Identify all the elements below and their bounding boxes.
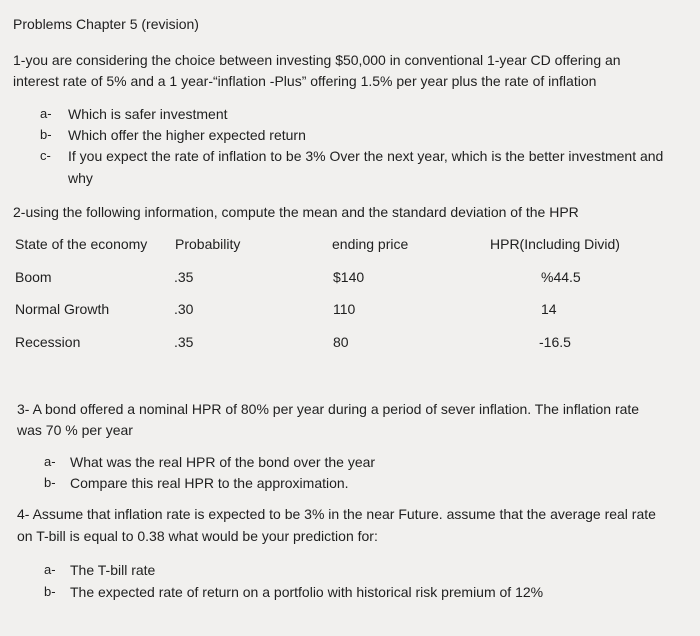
table-header-state: State of the economy	[15, 236, 148, 252]
q1-line-2: interest rate of 5% and a 1 year-“inflation -Plus” offering 1.5% per year plus the rate of inflation	[13, 73, 597, 89]
q3-line-1: 3- A bond offered a nominal HPR of 80% per year during a period of sever inflation. The inflation rate	[17, 401, 640, 417]
q4-item-b-text: The expected rate of return on a portfolio with historical risk premium of 12%	[70, 584, 544, 600]
row-boom-probability: .35	[174, 269, 194, 285]
q4-item-a-marker: a-	[44, 562, 56, 577]
document-title: Problems Chapter 5 (revision)	[13, 16, 199, 32]
row-normal-hpr: 14	[541, 301, 557, 317]
table-header-hpr: HPR(Including Divid)	[490, 236, 620, 252]
row-boom-state: Boom	[15, 269, 52, 285]
row-recession-probability: .35	[174, 334, 194, 350]
q3-item-b-marker: b-	[44, 475, 56, 490]
row-recession-state: Recession	[15, 334, 81, 350]
table-header-ending-price: ending price	[332, 236, 409, 252]
q1-item-c-marker: c-	[40, 148, 51, 163]
q1-item-b-marker: b-	[40, 127, 52, 142]
q3-item-a-marker: a-	[44, 454, 56, 469]
q2-line: 2-using the following information, compute the mean and the standard deviation of the HPR	[13, 204, 579, 220]
q4-item-a-text: The T-bill rate	[70, 562, 156, 578]
q1-line-1: 1-you are considering the choice between investing $50,000 in conventional 1-year CD offering an	[13, 52, 621, 68]
row-normal-state: Normal Growth	[15, 301, 110, 317]
q3-item-a-text: What was the real HPR of the bond over the year	[70, 454, 376, 470]
q3-item-b-text: Compare this real HPR to the approximation.	[70, 475, 349, 491]
row-normal-price: 110	[333, 301, 356, 317]
q4-line-2: on T-bill is equal to 0.38 what would be your prediction for:	[17, 528, 378, 544]
row-normal-probability: .30	[174, 301, 194, 317]
row-recession-price: 80	[333, 334, 349, 350]
row-recession-hpr: -16.5	[539, 334, 571, 350]
q1-item-c-text-cont: why	[68, 170, 93, 186]
q1-item-a-marker: a-	[40, 106, 52, 121]
q1-item-a-text: Which is safer investment	[68, 106, 228, 122]
q1-item-c-text: If you expect the rate of inflation to be 3% Over the next year, which is the better investment and	[68, 148, 664, 164]
table-header-probability: Probability	[175, 236, 241, 252]
q4-line-1: 4- Assume that inflation rate is expected to be 3% in the near Future. assume that the average real rate	[17, 506, 656, 522]
q1-item-b-text: Which offer the higher expected return	[68, 127, 306, 143]
row-boom-hpr: %44.5	[541, 269, 581, 285]
q4-item-b-marker: b-	[44, 584, 56, 599]
q3-line-2: was 70 % per year	[17, 422, 133, 438]
row-boom-price: $140	[333, 269, 365, 285]
